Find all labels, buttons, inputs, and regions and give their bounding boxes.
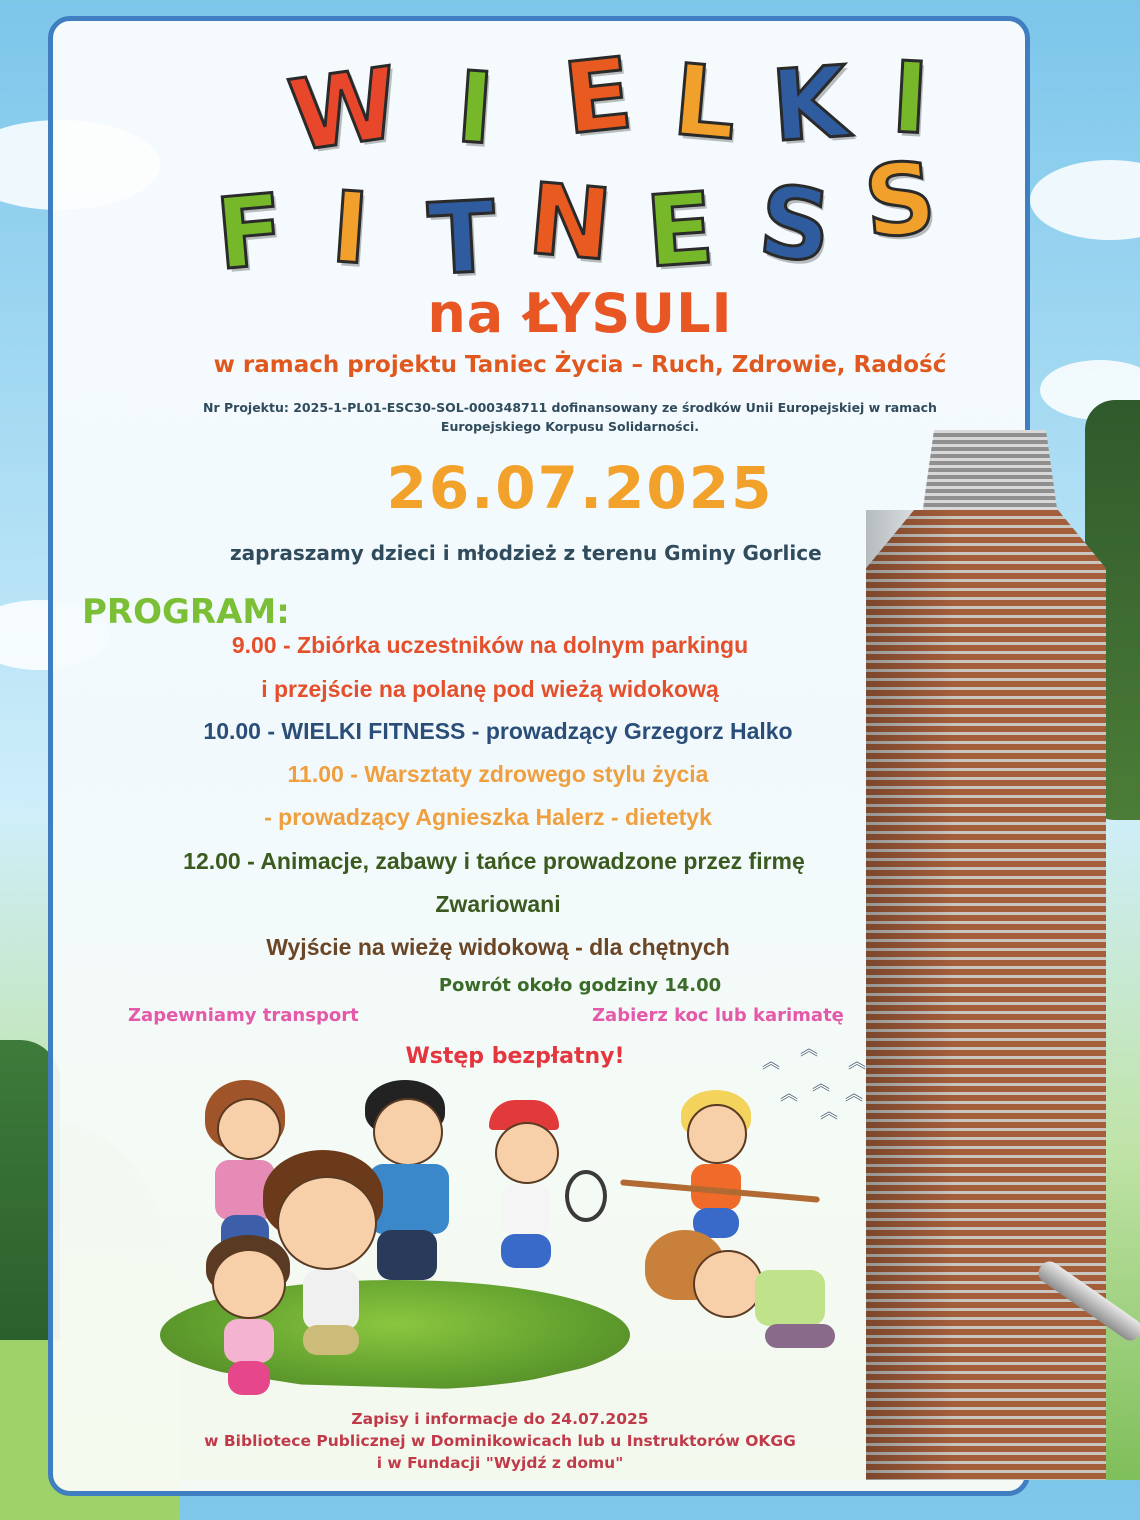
program-heading: PROGRAM: [82, 592, 290, 632]
free-entry-note: Wstęp bezpłatny! [405, 1044, 625, 1069]
bird-icon: ︽ [780, 1084, 798, 1105]
title-letter: S [859, 141, 941, 261]
title-letter: I [452, 50, 498, 168]
program-line: 12.00 - Animacje, zabawy i tańce prowadzone przez firmę [183, 848, 805, 874]
bird-icon: ︽ [812, 1074, 830, 1095]
title-letter: I [888, 41, 932, 157]
blanket-note: Zabierz koc lub karimatę [592, 1005, 844, 1026]
return-time: Powrót około godziny 14.00 [438, 975, 722, 996]
title-letter: E [642, 171, 718, 291]
cloud-decoration [1030, 160, 1140, 240]
program-line: 10.00 - WIELKI FITNESS - prowadzący Grzegorz Halko [203, 718, 793, 744]
footer-line: i w Fundacji "Wyjdź z domu" [376, 1454, 624, 1472]
title-letter: L [668, 43, 742, 163]
title-letter: I [327, 170, 373, 288]
title-letter: N [524, 162, 616, 284]
project-name: w ramach projektu Taniec Życia – Ruch, Zdrowie, Radość [213, 352, 947, 378]
title-letter: F [211, 173, 289, 293]
title-letter: K [768, 45, 852, 165]
program-line: Wyjście na wieżę widokową - dla chętnych [266, 934, 730, 960]
title-letter: E [558, 36, 638, 158]
bird-icon: ︽ [800, 1039, 818, 1060]
program-line: Zwariowani [435, 891, 561, 917]
subtitle-location: na ŁYSULI [427, 282, 733, 345]
project-funding-note [180, 398, 960, 436]
kid-girl-small [200, 1235, 300, 1395]
registration-info [150, 1408, 850, 1474]
title-letter: W [282, 46, 406, 175]
program-line: 9.00 - Zbiórka uczestników na dolnym parkingu [231, 632, 749, 658]
footer-line: w Bibliotece Publicznej w Dominikowicach lub u Instruktorów OKGG [204, 1432, 796, 1450]
invitation-text: zapraszamy dzieci i młodzież z terenu Gminy Gorlice [230, 541, 822, 565]
kids-illustration [155, 1070, 855, 1400]
transport-note: Zapewniamy transport [128, 1005, 359, 1026]
kid-girl-stretching [645, 1230, 845, 1370]
kid-girl-tennis [475, 1100, 595, 1320]
bird-icon: ︽ [848, 1052, 866, 1073]
event-date: 26.07.2025 [386, 454, 774, 522]
project-note-line: Europejskiego Korpusu Solidarności. [440, 419, 700, 434]
program-line: - prowadzący Agnieszka Halerz - dietetyk [264, 804, 712, 830]
kid-boy-stick [675, 1090, 765, 1250]
footer-line: Zapisy i informacje do 24.07.2025 [351, 1410, 649, 1428]
bird-icon: ︽ [820, 1102, 838, 1123]
program-line: 11.00 - Warsztaty zdrowego stylu życia [287, 761, 709, 787]
project-note-line: Nr Projektu: 2025-1-PL01-ESC30-SOL-000348711 dofinansowany ze środków Unii Europejskiej w ramach [203, 400, 937, 415]
program-line: i przejście na polanę pod wieżą widokową [261, 676, 719, 702]
bird-icon: ︽ [762, 1052, 780, 1073]
title-letter: T [425, 180, 499, 298]
bird-icon: ︽ [845, 1084, 863, 1105]
title-letter: S [753, 164, 837, 286]
